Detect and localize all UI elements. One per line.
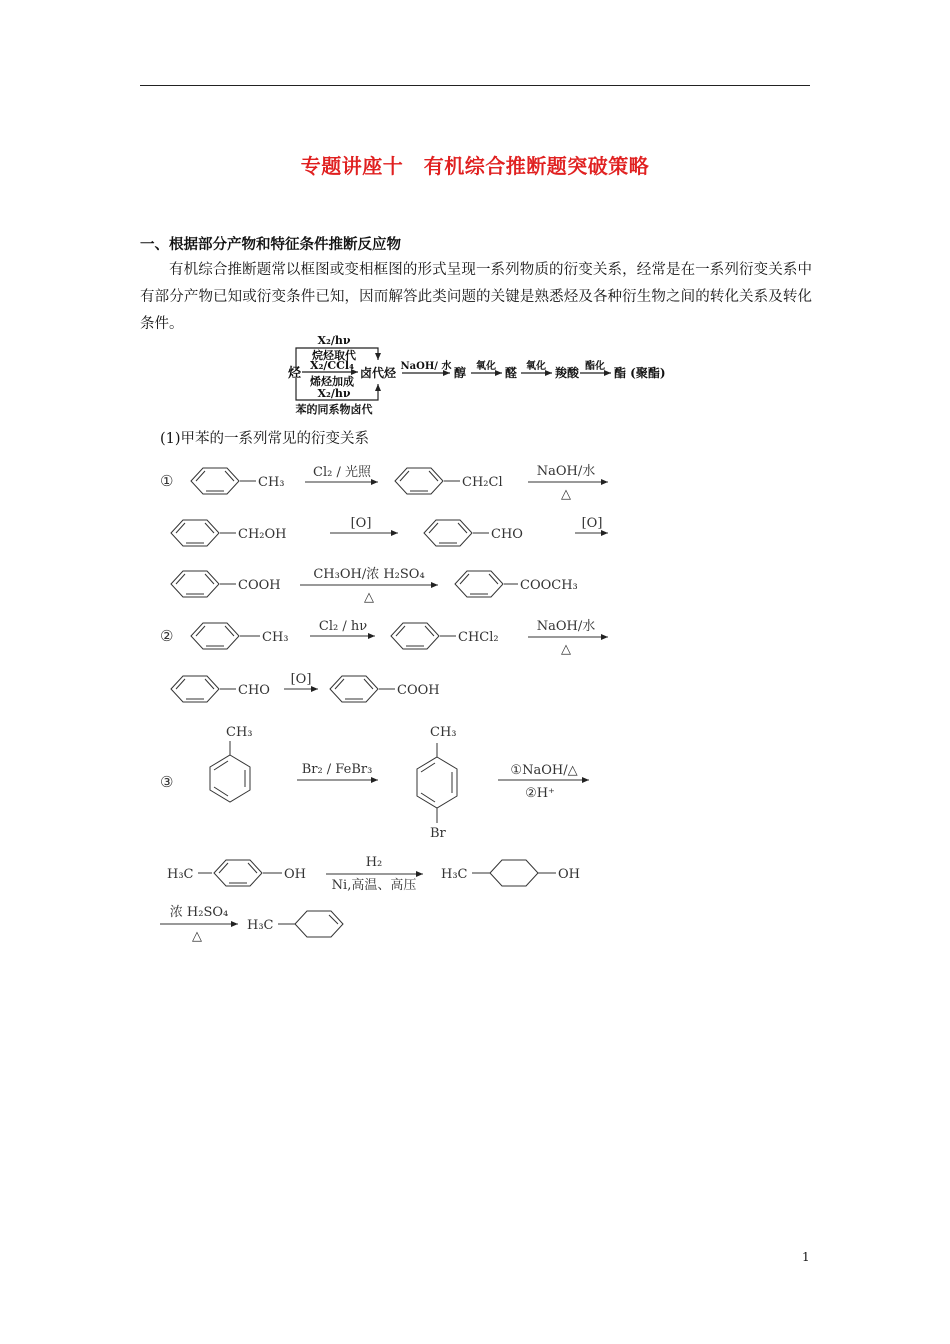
route1-group-1: CH₃: [258, 475, 285, 490]
page-title: 专题讲座十 有机综合推断题突破策略: [300, 154, 650, 178]
route1-group-6: COOCH₃: [520, 578, 578, 593]
route1-group-4: CHO: [491, 527, 523, 542]
route2-group-1: CH₃: [262, 630, 289, 645]
route1-cond-5-top: CH₃OH/浓 H₂SO₄: [313, 567, 425, 582]
route3-p1-right: OH: [284, 867, 306, 882]
benzene-ring-icon: [191, 468, 239, 494]
subheading: (1)甲苯的一系列常见的衍变关系: [160, 431, 370, 447]
route3-group-2-bot: Br: [430, 826, 446, 841]
scheme-bot-label: 苯的同系物卤代: [295, 403, 373, 416]
route2-group-2: CHCl₂: [458, 630, 499, 645]
route1-cond-3: [O]: [350, 516, 372, 531]
route3-cond-4-top: 浓 H₂SO₄: [169, 905, 229, 920]
route2-cond-2-bot: △: [561, 642, 571, 657]
scheme-c3: 氧化: [526, 361, 546, 372]
benzene-ring-icon: [391, 623, 439, 649]
scheme-acid: 羧酸: [555, 366, 580, 380]
conversion-scheme: [288, 334, 666, 416]
scheme-ester: 酯 (聚酯): [614, 366, 666, 380]
benzene-ring-icon: [455, 571, 503, 597]
scheme-bot-cond: X₂/hν: [317, 387, 351, 400]
route3-cond-2-bot: ②H⁺: [525, 786, 555, 801]
benzene-ring-icon: [214, 860, 262, 886]
toluene-vertical-icon: [210, 741, 250, 802]
scheme-c1: NaOH/ 水: [400, 361, 452, 372]
benzene-ring-icon: [171, 571, 219, 597]
route1-cond-5-bot: △: [364, 590, 374, 605]
route1-cond-1: Cl₂ / 光照: [313, 465, 371, 480]
route1-cond-2-top: NaOH/水: [536, 464, 596, 479]
route3-p2-left: H₃C: [441, 867, 468, 882]
route-3: [160, 725, 589, 944]
scheme-c2: 氧化: [476, 361, 496, 372]
benzene-ring-icon: [330, 676, 378, 702]
benzene-ring-icon: [171, 520, 219, 546]
route1-cond-2-bot: △: [561, 487, 571, 502]
route3-cond-4-bot: △: [192, 929, 202, 944]
benzene-ring-icon: [395, 468, 443, 494]
cyclohexane-ring-icon: [490, 860, 538, 886]
bromotoluene-vertical-icon: [417, 743, 457, 823]
scheme-mid-cond: X₂/CCl₄: [310, 359, 354, 372]
scheme-alcohol: 醇: [454, 366, 467, 380]
route3-cond-3-bot: Ni,高温、高压: [331, 878, 417, 893]
route3-p1-left: H₃C: [167, 867, 194, 882]
scheme-hydrocarbon: 烃: [288, 366, 302, 381]
route2-cond-2-top: NaOH/水: [536, 619, 596, 634]
route2-group-4: COOH: [397, 683, 440, 698]
scheme-top-cond: X₂/hν: [317, 334, 351, 347]
route2-group-3: CHO: [238, 683, 270, 698]
scheme-c4: 酯化: [585, 361, 605, 372]
cyclohexene-ring-icon: [295, 911, 343, 937]
route3-cond-3-top: H₂: [365, 855, 383, 870]
route1-cond-4: [O]: [581, 516, 603, 531]
section-heading: 一、根据部分产物和特征条件推断反应物: [140, 237, 401, 253]
page-number: 1: [802, 1250, 810, 1264]
route2-cond-1: Cl₂ / hν: [318, 619, 368, 634]
scheme-mid-label: 烯烃加成: [310, 375, 354, 388]
route-2: [160, 618, 608, 702]
intro-paragraph: 有机综合推断题常以框图或变相框图的形式呈现一系列物质的衍变关系，经常是在一系列衍变关系中有部分产物已知或衍变条件已知，因而解答此类问题的关键是熟悉烃及各种衍生物之间的转化关系及转化条件。: [140, 262, 812, 332]
route3-group-1: CH₃: [226, 725, 253, 740]
route3-cond-1: Br₂ / FeBr₃: [301, 762, 373, 777]
route3-p3-left: H₃C: [247, 918, 274, 933]
route2-cond-3: [O]: [290, 672, 312, 687]
route1-number: ①: [160, 472, 174, 490]
route2-number: ②: [160, 627, 174, 645]
benzene-ring-icon: [424, 520, 472, 546]
scheme-aldehyde: 醛: [505, 366, 518, 380]
route-1: [160, 463, 608, 605]
route3-group-2-top: CH₃: [430, 725, 457, 740]
route3-cond-2-top: ①NaOH/△: [510, 763, 578, 778]
route1-group-5: COOH: [238, 578, 281, 593]
benzene-ring-icon: [171, 676, 219, 702]
scheme-halide: 卤代烃: [360, 366, 397, 380]
scheme-top-label: 烷烃取代: [312, 349, 356, 362]
route3-p2-right: OH: [558, 867, 580, 882]
benzene-ring-icon: [191, 623, 239, 649]
route1-group-2: CH₂Cl: [462, 475, 503, 490]
route3-number: ③: [160, 773, 174, 791]
route1-group-3: CH₂OH: [238, 527, 287, 542]
